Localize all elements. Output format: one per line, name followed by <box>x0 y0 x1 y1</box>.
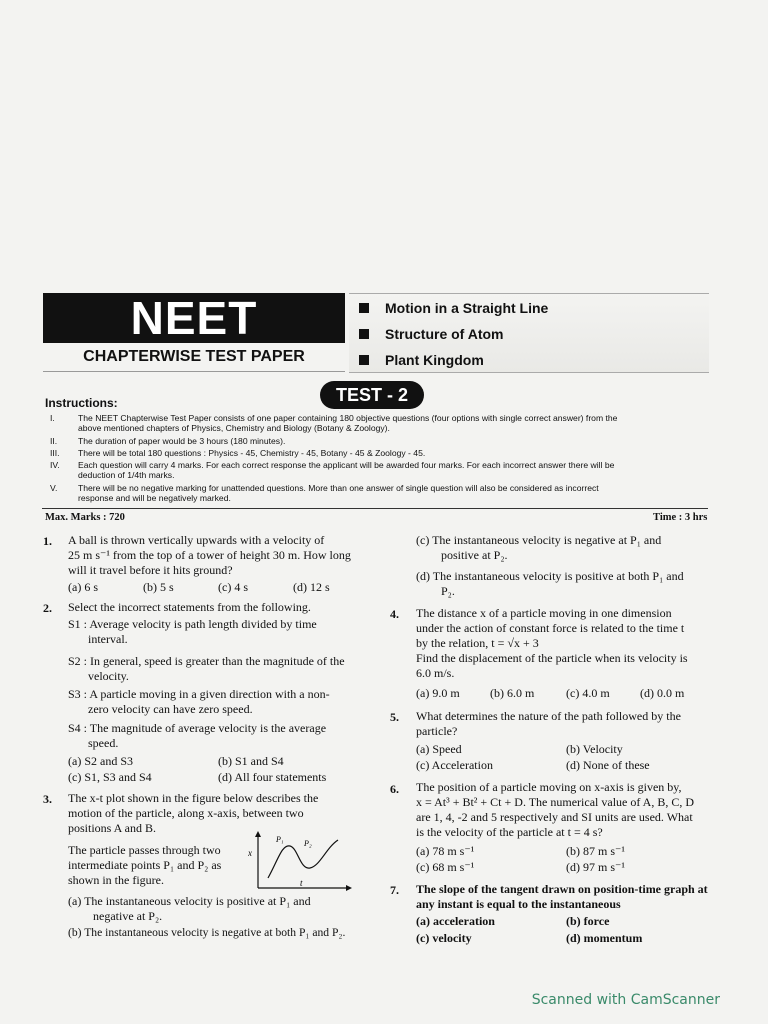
statement-s1: S1 : Average velocity is path length divided by time interval. <box>68 617 317 646</box>
neet-title: NEET <box>43 293 345 343</box>
question-number: 3. <box>43 792 52 806</box>
option-a: (a) The instantaneous velocity is positive at P₁ and negative at P₂. <box>68 894 311 923</box>
option-a: (a) Speed <box>416 742 462 756</box>
option-a: (a) 6 s <box>68 580 98 594</box>
t-axis-label: t <box>300 878 303 888</box>
topic-item: Motion in a Straight Line <box>359 300 548 316</box>
option-b: (b) S1 and S4 <box>218 754 284 768</box>
option-b: (b) Velocity <box>566 742 623 756</box>
question-number: 5. <box>390 710 399 724</box>
x-axis-label: x <box>248 848 252 858</box>
x-axis-arrow-icon <box>255 831 261 837</box>
option-c: (c) 4 s <box>218 580 248 594</box>
option-a: (a) 9.0 m <box>416 686 460 700</box>
option-d: (d) All four statements <box>218 770 327 784</box>
time-limit: Time : 3 hrs <box>653 512 708 523</box>
option-c: (c) The instantaneous velocity is negative at P₁ and positive at P₂. <box>416 533 662 562</box>
instruction-item: V. There will be no negative marking for unattended questions. More than one answer of single question will also be considered as incorrect response and will be negatively marked. <box>50 483 599 503</box>
question-number: 2. <box>43 601 52 615</box>
instruction-item: I. The NEET Chapterwise Test Paper consists of one paper containing 180 objective questions (four options with single correct answer) from the above mentioned chapters of Physics, Chemistry and Biology (Botany & Zoology). <box>50 413 618 433</box>
option-d: (d) 12 s <box>293 580 330 594</box>
option-b: (b) The instantaneous velocity is negative at both P₁ and P₂. <box>68 926 346 939</box>
option-d: (d) 97 m s⁻¹ <box>566 860 625 874</box>
topic-item: Plant Kingdom <box>359 352 484 368</box>
question-4: The distance x of a particle moving in one dimension under the action of constant force is related to the time t by the relation, t = √x + 3 Find the displacement of the particle when its velocity is 6.0 m/s. <box>416 606 688 680</box>
option-b: (b) 87 m s⁻¹ <box>566 844 625 858</box>
question-number: 4. <box>390 607 399 621</box>
test-badge: TEST - 2 <box>320 381 424 409</box>
paper-header <box>43 293 709 373</box>
question-number: 7. <box>390 883 399 897</box>
bullet-icon <box>359 303 369 313</box>
question-7: The slope of the tangent drawn on position-time graph at any instant is equal to the instantaneous <box>416 882 708 911</box>
xt-graph-figure <box>248 830 352 892</box>
option-c: (c) 4.0 m <box>566 686 610 700</box>
topic-item: Structure of Atom <box>359 326 503 342</box>
paper-subtitle: CHAPTERWISE TEST PAPER <box>43 343 345 372</box>
option-d: (d) 0.0 m <box>640 686 685 700</box>
option-c: (c) Acceleration <box>416 758 493 772</box>
question-number: 1. <box>43 534 52 548</box>
option-b: (b) 5 s <box>143 580 174 594</box>
instruction-item: IV. Each question will carry 4 marks. For each correct response the applicant will be awarded four marks. For each incorrect answer there will be deduction of 1/4th marks. <box>50 460 615 480</box>
option-d: (d) momentum <box>566 931 643 945</box>
statement-s4: S4 : The magnitude of average velocity is the average speed. <box>68 721 327 750</box>
topic-list <box>349 293 709 373</box>
option-b: (b) force <box>566 914 610 928</box>
point-p1-label: P₁ <box>276 835 284 844</box>
instructions-title: Instructions: <box>45 396 118 410</box>
bullet-icon <box>359 329 369 339</box>
scanner-watermark: Scanned with CamScanner <box>531 992 720 1008</box>
question-3: The x-t plot shown in the figure below describes the motion of the particle, along x-axis, between two positions A and B. <box>68 791 319 835</box>
question-3-continued: The particle passes through two intermediate points P₁ and P₂ as shown in the figure. <box>68 843 222 887</box>
option-d: (d) The instantaneous velocity is positive at both P₁ and P₂. <box>416 569 684 598</box>
option-c: (c) velocity <box>416 931 472 945</box>
bullet-icon <box>359 355 369 365</box>
point-p2-label: P₂ <box>304 839 312 848</box>
option-a: (a) acceleration <box>416 914 495 928</box>
option-a: (a) S2 and S3 <box>68 754 133 768</box>
option-a: (a) 78 m s⁻¹ <box>416 844 475 858</box>
option-d: (d) None of these <box>566 758 650 772</box>
question-6: The position of a particle moving on x-axis is given by, x = At³ + Bt² + Ct + D. The numerical value of A, B, C, D are 1, 4, -2 and 5 respectively and SI units are used. What is the velocity of the particle at t = 4 s? <box>416 780 695 839</box>
statement-s2: S2 : In general, speed is greater than the magnitude of the velocity. <box>68 654 345 683</box>
instruction-item: II. The duration of paper would be 3 hours (180 minutes). <box>50 436 286 446</box>
xt-curve <box>268 840 338 878</box>
max-marks: Max. Marks : 720 <box>45 512 125 523</box>
statement-s3: S3 : A particle moving in a given direction with a non- zero velocity can have zero speed. <box>68 687 330 716</box>
question-2: Select the incorrect statements from the following. <box>68 600 311 614</box>
option-b: (b) 6.0 m <box>490 686 535 700</box>
option-c: (c) S1, S3 and S4 <box>68 770 152 784</box>
question-5: What determines the nature of the path followed by the particle? <box>416 709 681 738</box>
instruction-item: III. There will be total 180 questions : Physics - 45, Chemistry - 45, Botany - 45 & Zoology - 45. <box>50 448 426 458</box>
option-c: (c) 68 m s⁻¹ <box>416 860 475 874</box>
question-number: 6. <box>390 782 399 796</box>
t-axis-arrow-icon <box>346 885 352 891</box>
question-1: A ball is thrown vertically upwards with a velocity of 25 m s⁻¹ from the top of a tower of height 30 m. How long will it travel before it hits ground? <box>68 533 351 577</box>
